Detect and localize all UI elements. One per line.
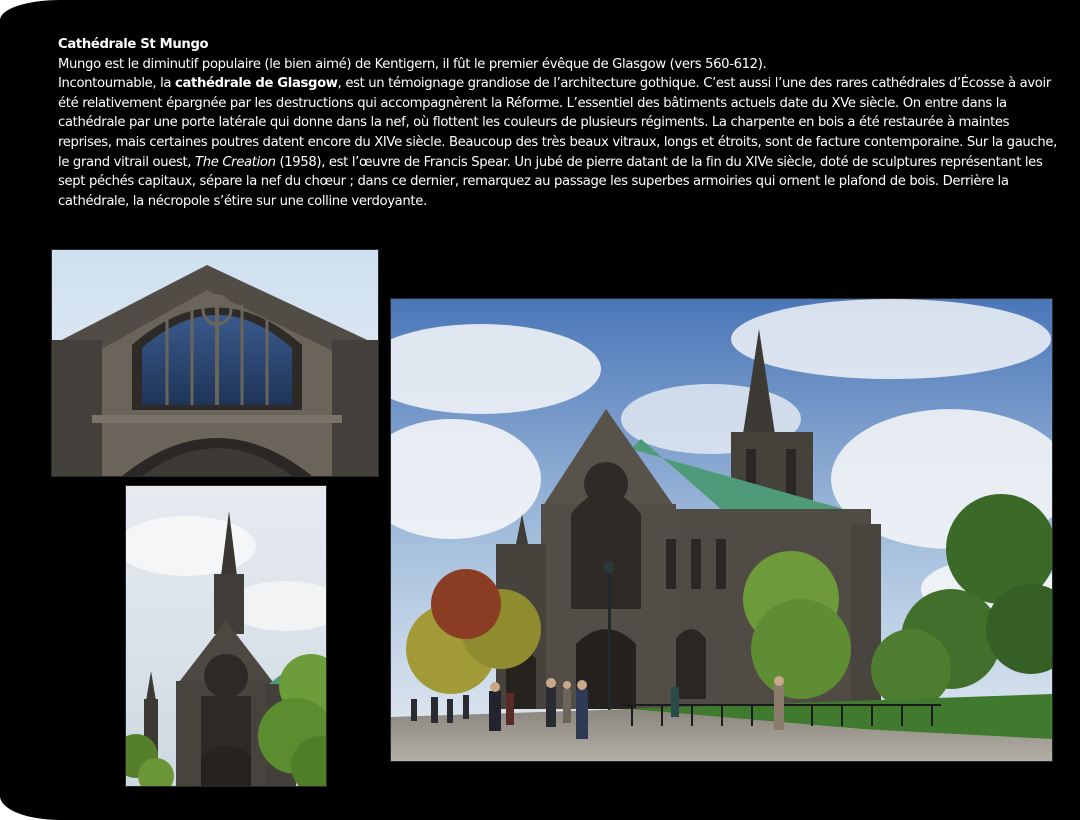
photo-west-window [51,249,379,477]
article-paragraph [58,74,1063,211]
cathedral-exterior-illustration [391,299,1052,761]
paragraph-bold-cathedral: cathédrale de Glasgow [174,76,338,92]
article-text [58,35,1063,211]
paragraph-text-end: (1958), est l’œuvre de Francis Spear. Un jubé de pierre datant de la fin du XIVe siècle, doté de sculptures représentant les sept péchés capitaux, sépare la nef du chœur ; dans ce dernier, remarquez au passage les superbes armoiries qui ornent le plafond de bois. Derrière la cathédrale, la nécropole s’étire sur une colline verdoyante. [58,154,1043,209]
article-intro-line: Mungo est le diminutif populaire (le bien aimé) de Kentigern, il fût le premier évêque de Glasgow (vers 560-612). [58,56,767,72]
paragraph-text-middle: , est un témoignage grandiose de l’architecture gothique. C’est aussi l’une des rares cathédrales d’Écosse à avoir été relativement épargnée par les destructions qui accompagnèrent la Réforme. L’essentiel des bâtiments actuels date du XVe siècle. On entre dans la cathédrale par une porte latérale qui donne dans la nef, où flottent les couleurs de plusieurs régiments. La charpente en bois a été restaurée à maintes reprises, mais certaines poutres datent encore du XIVe siècle. Beaucoup des très beaux vitraux, longs et étroits, sont de facture contemporaine. Sur la gauche, le grand vitrail ouest, [58,76,1057,170]
photo-cathedral-spire [125,485,327,787]
paragraph-text-start: Incontournable, la [58,76,175,92]
article-title: Cathédrale St Mungo [58,37,209,52]
photo-cathedral-exterior [390,298,1053,762]
paragraph-italic-title: The Creation [195,154,276,170]
west-window-illustration [52,250,378,476]
spire-illustration [126,486,326,786]
